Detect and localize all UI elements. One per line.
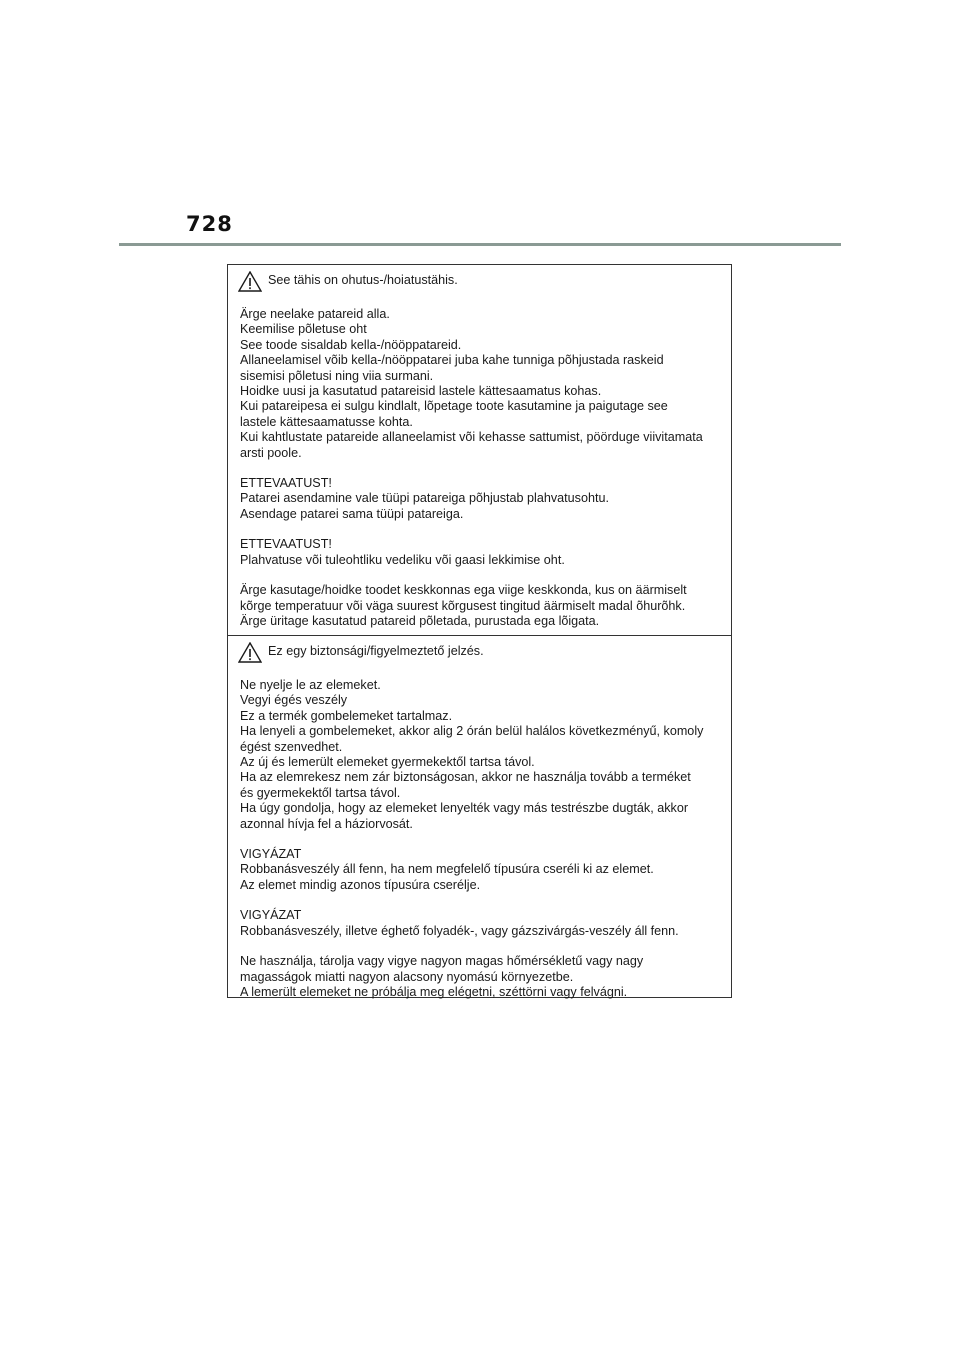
estonian-symbol-row [238, 270, 719, 292]
text-line: kõrge temperatuur või väga suurest kõrgusest tingitud äärmiselt madal õhurõhk. [240, 598, 686, 613]
text-line: VIGYÁZAT [240, 847, 302, 862]
text-line: Ärge kasutage/hoidke toodet keskkonnas ega viige keskkonda, kus on äärmiselt [240, 583, 687, 598]
hungarian-ingestion-warning [240, 678, 719, 832]
text-line: Ha lenyeli a gombelemeket, akkor alig 2 órán belül halálos következményű, komoly [240, 724, 704, 739]
hungarian-leak-caution [240, 908, 719, 939]
text-line: Kui patareipesa ei sulgu kindlalt, lõpetage toote kasutamine ja paigutage see [240, 399, 668, 414]
text-line: Az elemet mindig azonos típusúra cserélje. [240, 877, 481, 892]
hungarian-environment-warning [240, 954, 719, 1000]
estonian-replacement-caution [240, 476, 719, 522]
text-line: Patarei asendamine vale tüüpi patareiga põhjustab plahvatusohtu. [240, 491, 609, 506]
text-line: Asendage patarei sama tüüpi patareiga. [240, 506, 464, 521]
text-line: Allaneelamisel võib kella-/nööppatarei juba kahe tunniga põhjustada raskeid [240, 353, 664, 368]
text-line: See toode sisaldab kella-/nööppatareid. [240, 337, 462, 352]
text-line: sisemisi põletusi ning viia surmani. [240, 368, 434, 383]
estonian-ingestion-warning [240, 307, 719, 461]
hungarian-symbol-row [238, 641, 719, 663]
text-line: ETTEVAATUST! [240, 476, 332, 491]
text-line: Hoidke uusi ja kasutatud patareisid lastele kättesaamatus kohas. [240, 384, 602, 399]
text-line: Plahvatuse või tuleohtliku vedeliku või gaasi lekkimise oht. [240, 552, 565, 567]
text-line: Ez a termék gombelemeket tartalmaz. [240, 708, 453, 723]
text-line: Kui kahtlustate patareide allaneelamist või kehasse sattumist, pöörduge viivitamata [240, 430, 703, 445]
header-rule [119, 243, 841, 246]
text-line: azonnal hívja fel a háziorvosát. [240, 816, 413, 831]
estonian-symbol-caption: See tähis on ohutus-/hoiatustähis. [268, 273, 458, 288]
text-line: VIGYÁZAT [240, 908, 302, 923]
estonian-leak-caution [240, 537, 719, 568]
text-line: Ärge üritage kasutatud patareid põletada, purustada ega lõigata. [240, 613, 600, 628]
page-number: 728 [186, 212, 233, 236]
text-line: magasságok miatti nagyon alacsony nyomású környezetbe. [240, 969, 574, 984]
estonian-warning-section [228, 270, 731, 635]
text-line: lastele kättesaamatusse kohta. [240, 414, 413, 429]
text-line: Ne használja, tárolja vagy vigye nagyon magas hőmérsékletű vagy nagy [240, 954, 644, 969]
text-line: ETTEVAATUST! [240, 537, 332, 552]
text-line: Ha az elemrekesz nem zár biztonságosan, akkor ne használja tovább a terméket [240, 770, 691, 785]
text-line: Ha úgy gondolja, hogy az elemeket lenyelték vagy más testrészbe dugták, akkor [240, 801, 689, 816]
warning-triangle-icon [238, 642, 262, 663]
hungarian-warning-section [228, 635, 731, 997]
hungarian-replacement-caution [240, 847, 719, 893]
text-line: Keemilise põletuse oht [240, 322, 367, 337]
text-line: égést szenvedhet. [240, 739, 343, 754]
text-line: Robbanásveszély áll fenn, ha nem megfelelő típusúra cseréli ki az elemet. [240, 862, 654, 877]
text-line: Robbanásveszély, illetve éghető folyadék-, vagy gázszivárgás-veszély áll fenn. [240, 923, 679, 938]
warning-triangle-icon [238, 271, 262, 292]
battery-warning-label [227, 264, 732, 998]
text-line: és gyermekektől tartsa távol. [240, 785, 401, 800]
text-line: arsti poole. [240, 445, 302, 460]
text-line: Ärge neelake patareid alla. [240, 307, 390, 321]
text-line: Az új és lemerült elemeket gyermekektől tartsa távol. [240, 755, 535, 770]
text-line: Vegyi égés veszély [240, 693, 348, 708]
hungarian-symbol-caption: Ez egy biztonsági/figyelmeztető jelzés. [268, 644, 484, 659]
text-line: A lemerült elemeket ne próbálja meg elégetni, széttörni vagy felvágni. [240, 984, 628, 999]
estonian-environment-warning [240, 583, 719, 629]
text-line: Ne nyelje le az elemeket. [240, 678, 381, 692]
